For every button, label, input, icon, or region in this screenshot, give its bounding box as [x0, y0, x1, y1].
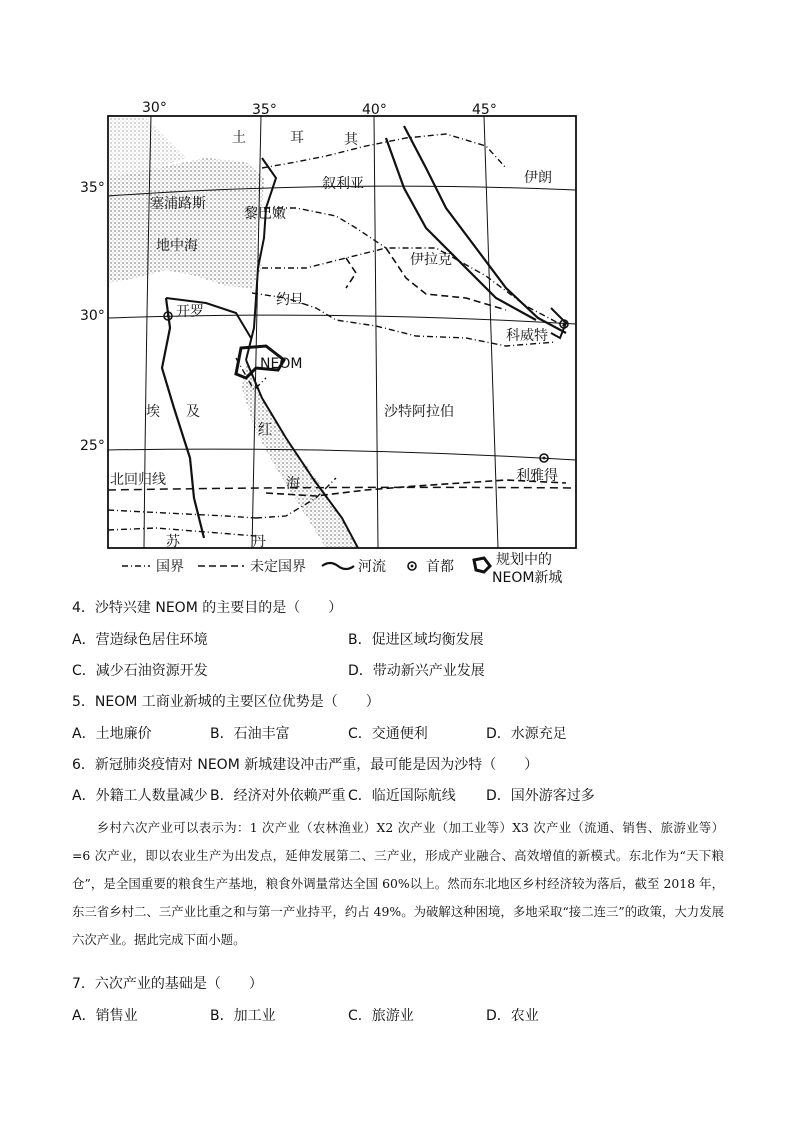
passage-text: 乡村六次产业可以表示为：1 次产业（农林渔业）X2 次产业（加工业等）X3 次产业（流通、销售、旅游业等）=6 次产业，即以农业生产为出发点，延伸发展第二、三产业，形成产业融合、高效增值的新模式。东北作为“天下粮仓”，是全国重要的粮食生产基地，粮食外调量常达全国 60%以上。然而东北地区乡村经济较为落后，截至 2018 年，东三省乡村二、三产业比重之和与第一产业持平，约占 49%。为破解这种困境，多地采取“接二连三”的政策，大力发展六次产业。据此完成下面小题。: [72, 820, 724, 947]
q5-option-b: B．石油丰富: [210, 726, 290, 742]
q4-option-c: C．减少石油资源开发: [72, 663, 208, 679]
label-tu: 土: [232, 130, 246, 146]
label-syria: 叙利亚: [322, 176, 364, 192]
label-qi: 其: [344, 132, 358, 148]
q4-option-b: B．促进区域均衡发展: [348, 632, 484, 648]
label-jordan: 约旦: [276, 292, 304, 308]
label-iran: 伊朗: [524, 170, 552, 186]
label-hong: 红: [258, 422, 272, 438]
label-saudi: 沙特阿拉伯: [384, 404, 454, 420]
q7-option-b: B．加工业: [210, 1008, 276, 1024]
label-hai: 海: [286, 476, 300, 492]
label-riyadh: 利雅得: [516, 468, 558, 484]
q6-option-a: A．外籍工人数量减少: [72, 788, 208, 804]
question-7-stem: 7．六次产业的基础是（ ）: [72, 976, 263, 992]
label-kuwait: 科威特: [506, 328, 548, 344]
q4-option-a: A．营造绿色居住环境: [72, 632, 208, 648]
label-lebanon: 黎巴嫩: [244, 206, 286, 222]
legend-capital: 首都: [426, 559, 454, 575]
q6-option-c: C．临近国际航线: [348, 788, 456, 804]
label-su: 苏: [166, 534, 180, 550]
q4-option-d: D．带动新兴产业发展: [348, 663, 485, 679]
reading-passage: [72, 814, 724, 954]
question-4-stem: 4．沙特兴建 NEOM 的主要目的是（ ）: [72, 600, 343, 616]
label-iraq: 伊拉克: [410, 252, 452, 268]
lon-35: 35°: [252, 102, 277, 118]
red-sea: [242, 360, 358, 548]
lon-40: 40°: [362, 102, 387, 118]
lon-45: 45°: [472, 102, 497, 118]
q7-option-a: A．销售业: [72, 1008, 138, 1024]
undefined-borders: [266, 248, 566, 496]
q5-option-a: A．土地廉价: [72, 726, 152, 742]
label-dan: 丹: [252, 534, 266, 550]
label-cyprus: 塞浦路斯: [150, 196, 206, 212]
mediterranean-sea: [108, 158, 264, 288]
q5-option-c: C．交通便利: [348, 726, 428, 742]
label-er: 耳: [290, 130, 304, 146]
map-figure: [80, 98, 586, 588]
legend-river: 河流: [358, 559, 386, 575]
q5-option-d: D．水源充足: [486, 726, 567, 742]
question-5-stem: 5．NEOM 工商业新城的主要区位优势是（ ）: [72, 694, 380, 710]
label-neom: NEOM: [260, 356, 303, 372]
lon-30: 30°: [142, 100, 167, 116]
q7-option-d: D．农业: [486, 1008, 539, 1024]
legend-neom-line2: NEOM新城: [492, 570, 563, 586]
middle-east-map: [80, 98, 586, 588]
legend-undefined-border: 未定国界: [250, 559, 306, 575]
label-tropic: 北回归线: [110, 472, 166, 488]
question-6-stem: 6．新冠肺炎疫情对 NEOM 新城建设冲击严重，最可能是因为沙特（ ）: [72, 757, 539, 773]
q6-option-d: D．国外游客过多: [486, 788, 595, 804]
label-med: 地中海: [156, 238, 198, 254]
lat-25: 25°: [80, 438, 105, 454]
tropic-line: [108, 487, 576, 490]
legend-border: 国界: [156, 559, 184, 575]
label-cairo: 开罗: [176, 304, 204, 320]
label-ai: 埃: [146, 404, 160, 420]
label-ji: 及: [186, 404, 200, 420]
legend-neom-line1: 规划中的: [496, 552, 552, 568]
q7-option-c: C．旅游业: [348, 1008, 414, 1024]
map-legend: [122, 551, 562, 586]
lat-30: 30°: [80, 308, 105, 324]
lat-35: 35°: [80, 180, 105, 196]
q6-option-b: B．经济对外依赖严重: [210, 788, 346, 804]
